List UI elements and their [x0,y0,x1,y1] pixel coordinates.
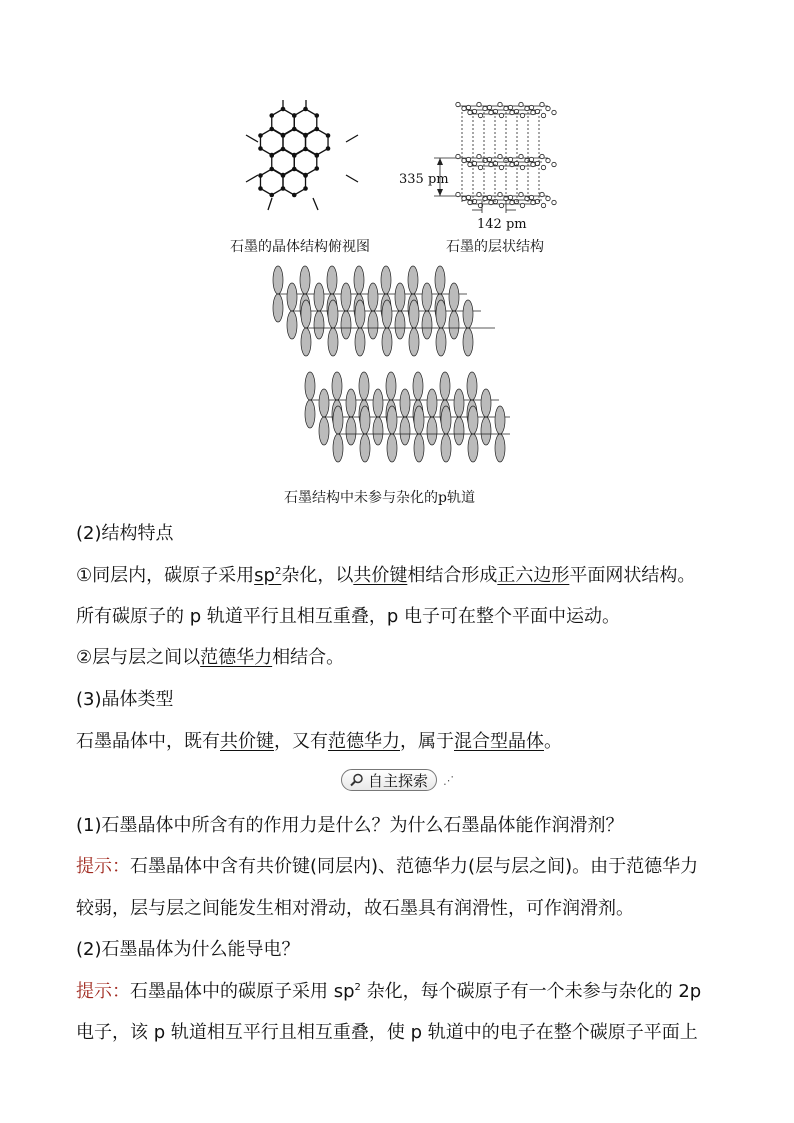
text: ②层与层之间以 [76,647,201,668]
answer-van-der-waals: 范德华力 [328,731,400,752]
section2-point1 [76,564,695,588]
explore-label: 自主探索 [368,771,429,790]
superscript: 2 [354,982,361,993]
answer-hexagon: 正六边形 [497,565,570,586]
section2-point2 [76,646,344,670]
hint-label: 提示： [76,981,130,1002]
sp-term: $sp^2$ [254,565,282,586]
question-1: (1)石墨晶体中所含有的作用力是什么？为什么石墨晶体能作润滑剂？ [76,815,624,836]
text: 杂化，以 [281,565,354,586]
top-view-caption: 石墨的晶体结构俯视图 [230,239,370,255]
text: ，属于 [400,731,454,752]
explore-pill [341,769,437,791]
graphite-top-view-figure [238,100,368,212]
hint-label: 提示： [76,856,130,877]
text: 相结合。 [272,647,345,668]
section3-body [76,730,562,754]
section2-point1-line2: 所有碳原子的 p 轨道平行且相互重叠，p 电子可在整个平面中运动。 [76,606,621,627]
answer-1-line1 [76,855,698,879]
layer-caption: 石墨的层状结构 [446,239,544,255]
bond-length-label: 142 pm [477,217,527,232]
text: ，又有 [274,731,328,752]
answer-covalent-bond: 共价键 [353,565,408,586]
answer-1-line2: 较弱，层与层之间能发生相对滑动，故石墨具有润滑性，可作润滑剂。 [76,898,634,919]
layer-spacing-label: 335 pm [399,172,449,187]
decorative-dots-icon: ⋰ [443,773,455,787]
text: 石墨晶体中的碳原子采用 sp [130,981,355,1002]
text: 石墨晶体中含有共价键(同层内)、范德华力(层与层之间)。由于范德华力 [130,856,699,877]
answer-covalent-bond: 共价键 [220,731,274,752]
section3-heading: (3)晶体类型 [76,689,174,710]
magnifier-icon [350,773,364,787]
orbital-caption: 石墨结构中未参与杂化的p轨道 [284,490,475,506]
text: 相结合形成 [407,565,498,586]
section2-heading: (2)结构特点 [76,523,174,544]
text: 杂化，每个碳原子有一个未参与杂化的 2p [360,981,702,1002]
question-2: (2)石墨晶体为什么能导电？ [76,939,300,960]
text: 。 [544,731,562,752]
answer-van-der-waals: 范德华力 [200,647,273,668]
graphite-layer-figure [398,98,558,236]
answer-2-line1 [76,980,701,1004]
answer-mixed-crystal: 混合型晶体 [454,731,544,752]
explore-badge [341,769,454,791]
text: ①同层内，碳原子采用 [76,565,255,586]
p-orbital-figure [270,262,510,478]
text: 石墨晶体中，既有 [76,731,220,752]
answer-2-line2: 电子，该 p 轨道相互平行且相互重叠，使 p 轨道中的电子在整个碳原子平面上 [76,1022,698,1043]
text: 平面网状结构。 [569,565,696,586]
